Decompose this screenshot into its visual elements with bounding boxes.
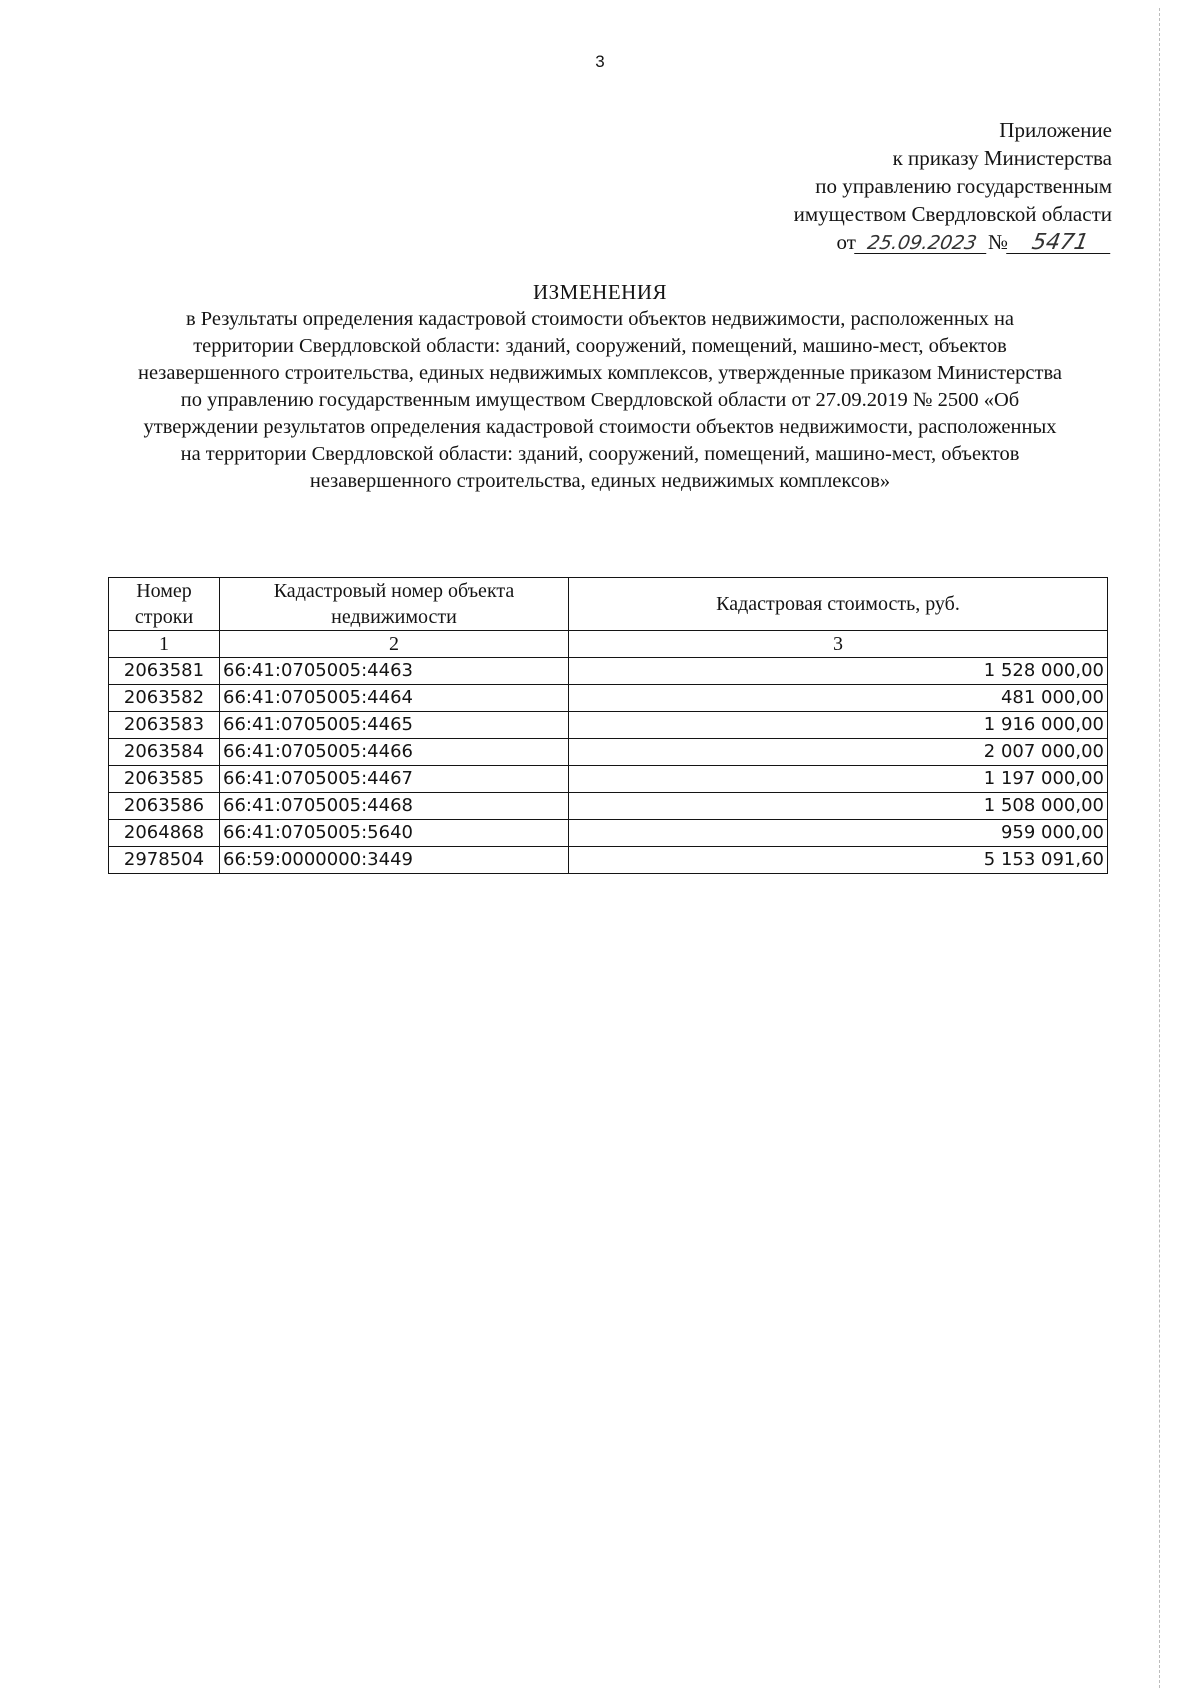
order-number: 5471 — [1006, 233, 1114, 254]
cadastral-value-cell: 1 916 000,00 — [569, 712, 1108, 739]
cadastral-value-cell: 5 153 091,60 — [569, 847, 1108, 874]
cadastral-value-cell: 1 508 000,00 — [569, 793, 1108, 820]
cadastral-number-cell: 66:41:0705005:4465 — [220, 712, 569, 739]
column-number-3: 3 — [569, 631, 1108, 658]
scan-margin-line — [1159, 8, 1160, 1688]
number-prefix: № — [987, 230, 1008, 254]
column-number-1: 1 — [109, 631, 220, 658]
appendix-line-2: к приказу Министерства — [892, 146, 1112, 170]
cadastral-value-cell: 1 197 000,00 — [569, 766, 1108, 793]
cadastral-value-cell: 2 007 000,00 — [569, 739, 1108, 766]
cadastral-number-cell: 66:41:0705005:4464 — [220, 685, 569, 712]
page-number: 3 — [595, 52, 605, 71]
cadastral-number-cell: 66:41:0705005:4468 — [220, 793, 569, 820]
appendix-line-1: Приложение — [999, 118, 1112, 142]
table-column-number-row — [109, 631, 1108, 658]
appendix-line-3: по управлению государственным — [815, 174, 1112, 198]
cadastral-number-cell: 66:41:0705005:5640 — [220, 820, 569, 847]
row-number-cell: 2063586 — [109, 793, 220, 820]
cadastral-number-cell: 66:59:0000000:3449 — [220, 847, 569, 874]
table-row — [109, 658, 1108, 685]
row-number-cell: 2064868 — [109, 820, 220, 847]
table-row — [109, 739, 1108, 766]
column-number-2: 2 — [220, 631, 569, 658]
table-row — [109, 847, 1108, 874]
table-row — [109, 820, 1108, 847]
cadastral-number-cell: 66:41:0705005:4466 — [220, 739, 569, 766]
table-row — [109, 712, 1108, 739]
header-row-number: Номер строки — [109, 578, 220, 631]
cadastral-value-cell: 959 000,00 — [569, 820, 1108, 847]
table-row — [109, 793, 1108, 820]
appendix-line-4: имуществом Свердловской области — [793, 202, 1112, 226]
date-prefix: от — [836, 230, 856, 254]
order-date: 25.09.2023 — [854, 233, 990, 254]
row-number-cell: 2063582 — [109, 685, 220, 712]
row-number-cell: 2978504 — [109, 847, 220, 874]
appendix-block — [794, 116, 1112, 256]
row-number-cell: 2063581 — [109, 658, 220, 685]
header-cadastral-value: Кадастровая стоимость, руб. — [569, 578, 1108, 631]
table-header-row — [109, 578, 1108, 631]
row-number-cell: 2063583 — [109, 712, 220, 739]
row-number-cell: 2063584 — [109, 739, 220, 766]
document-description: в Результаты определения кадастровой стоимости объектов недвижимости, расположенных на территории Свердловской области: зданий, сооружений, помещений, машино-мест, объектов незавершенного строительства, единых недвижимых комплексов, утвержденные приказом Министерства по управлению государственным имуществом Свердловской области от 27.09.2019 № 2500 «Об утверждении результатов определения кадастровой стоимости объектов недвижимости, расположенных на территории Свердловской области: зданий, сооружений, помещений, машино-мест, объектов незавершенного строительства, единых недвижимых комплексов» — [137, 308, 1062, 492]
document-title: ИЗМЕНЕНИЯ — [532, 280, 668, 304]
cadastral-number-cell: 66:41:0705005:4463 — [220, 658, 569, 685]
cadastral-value-cell: 481 000,00 — [569, 685, 1108, 712]
order-date-number-line — [837, 228, 1112, 256]
header-cadastral-number: Кадастровый номер объекта недвижимости — [220, 578, 569, 631]
table-row — [109, 685, 1108, 712]
cadastral-value-table — [108, 577, 1108, 874]
cadastral-number-cell: 66:41:0705005:4467 — [220, 766, 569, 793]
table-row — [109, 766, 1108, 793]
row-number-cell: 2063585 — [109, 766, 220, 793]
cadastral-value-cell: 1 528 000,00 — [569, 658, 1108, 685]
